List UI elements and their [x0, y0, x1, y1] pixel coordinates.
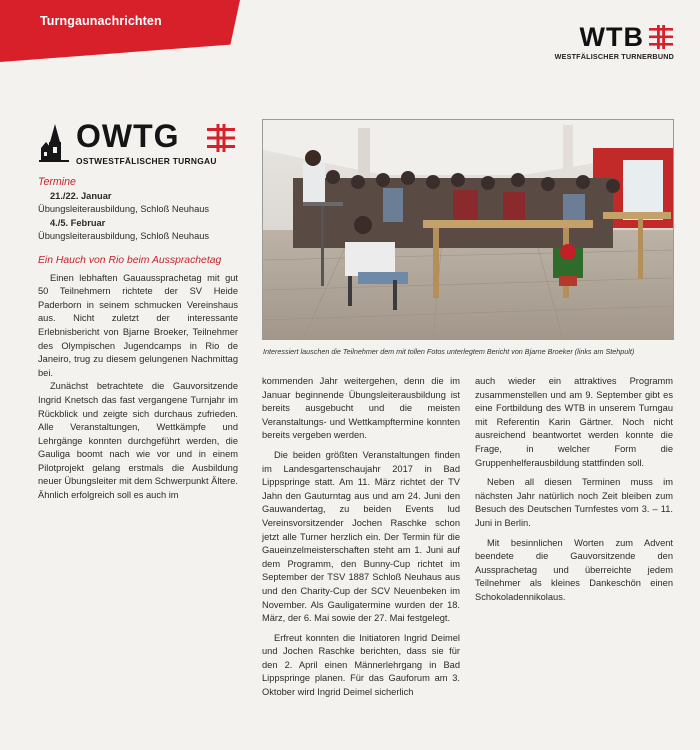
article-paragraph: Einen lebhaften Gauaussprachetag mit gut 50 Teilnehmern richtete der SV Heide Paderborn in seinem schmucken Vereinshaus aus. Nicht zuletzt der interessante Erlebnisbericht von Bjarne Broeker, Teilnehmer des Olympischen Jugendcamps in Rio de Janeiro, trug zu diesem gelungenen Nachmittag bei.: [38, 272, 238, 378]
wtb-subtitle: WESTFÄLISCHER TURNERBUND: [554, 52, 674, 61]
termine-text: Übungsleiterausbildung, Schloß Neuhaus: [38, 204, 210, 215]
article-paragraph: Neben all diesen Terminen muss im nächsten Jahr natürlich noch Zeit bleiben zum Besuch des Deutschen Turnfestes vom 3. – 11. Juni in Berlin.: [475, 477, 673, 528]
article-paragraph: kommenden Jahr weitergehen, denn die im Januar beginnende Übungsleiterausbildung ist bereits ausgebucht und die meisten Veranstaltungs- und Wettkampftermine konnten bereits vergeben werden.: [262, 376, 460, 441]
owtg-subtitle: OSTWESTFÄLISCHER TURNGAU: [76, 156, 217, 166]
photo-caption: Interessiert lauschen die Teilnehmer dem mit tollen Fotos unterlegtem Bericht von Bjarne Broeker (links am Stehpult): [263, 347, 635, 356]
owtg-emblem-icon: [206, 124, 236, 152]
article-paragraph: Erfreut konnten die Initiatoren Ingrid Deimel und Jochen Raschke berichten, dass sie für den 2. April einen Männerlehrgang in Bad Lippspringe planen. Für das Gauforum am 3. Oktober wird Ingrid Deimel sicherlich: [262, 632, 460, 698]
termine-list: [38, 190, 238, 244]
wtb-logo: [555, 24, 674, 61]
church-icon: [38, 122, 72, 162]
owtg-logo: [38, 118, 238, 170]
termine-text: Übungsleiterausbildung, Schloß Neuhaus: [38, 231, 210, 242]
article-paragraph: Mit besinnlichen Worten zum Advent beendete die Gauvorsitzende den Aussprachetag und überreichte jedem Teilnehmer als kleines Dankeschön einen Schokoladennikolaus.: [475, 537, 673, 602]
left-column: [38, 176, 238, 503]
article-heading: Ein Hauch von Rio beim Aussprachetag: [38, 254, 222, 266]
middle-column: [262, 375, 460, 700]
meeting-room-photo: [263, 120, 673, 339]
article-paragraph: auch wieder ein attraktives Programm zusammenstellen und am 9. September gibt es eine Fortbildung des WTB in unserem Turngau mit Referentin Karin Gärtner. Noch nicht ausreichend beantwortet werden konnte die Frage, in welcher Form die Gruppenhelferausbildung stattfinden soll.: [475, 376, 673, 468]
termine-date: 4./5. Februar: [50, 217, 106, 228]
termine-date: 21./22. Januar: [50, 190, 112, 201]
event-photo: [262, 119, 674, 340]
termine-heading: Termine: [38, 176, 76, 188]
section-ribbon: [0, 0, 240, 62]
wtb-emblem-icon: [648, 25, 674, 49]
section-title: Turngaunachrichten: [40, 14, 162, 28]
article-paragraph: Die beiden größten Veranstaltungen finden im Landesgartenschaujahr 2017 in Bad Lippspringe statt. Am 11. März richtet der TV Jahn den Gauturntag aus und am 24. Juni den Gauwandertag, zu beiden Events lud Vereinsvorsitzender Jochen Raschke schon jetzt alle Turner herzlich ein. Der Termin für die Gaueinzelmeisterschaften steht am 1. Juni auf dem Programm, den Bunny-Cup richtet im September der TSV 1887 Schloß Neuhaus aus und den Charity-Cup der SCV Neuenbeken im November. Als Gauligatermine wurden der 18. März, der 6. Mai sowie der 27. Mai festgelegt.: [262, 449, 460, 624]
wtb-name: WTB: [579, 22, 644, 52]
right-column: [475, 375, 673, 605]
owtg-name: OWTG: [76, 118, 180, 154]
article-paragraph: Zunächst betrachtete die Gauvorsitzende Ingrid Knetsch das fast vergangene Turnjahr im Rückblick und zeigte sich durchaus zufrieden. Alle Veranstaltungen, Wettkämpfe und Lehrgänge konnten durchgeführt werden, die Gauliga boomt nach wie vor und in einem Pilotprojekt gelang erstmals die Ausbildung neuer Übungsleiter mit dem Schwerpunkt Ältere. Ähnlich erfolgreich soll es auch im: [38, 381, 238, 501]
